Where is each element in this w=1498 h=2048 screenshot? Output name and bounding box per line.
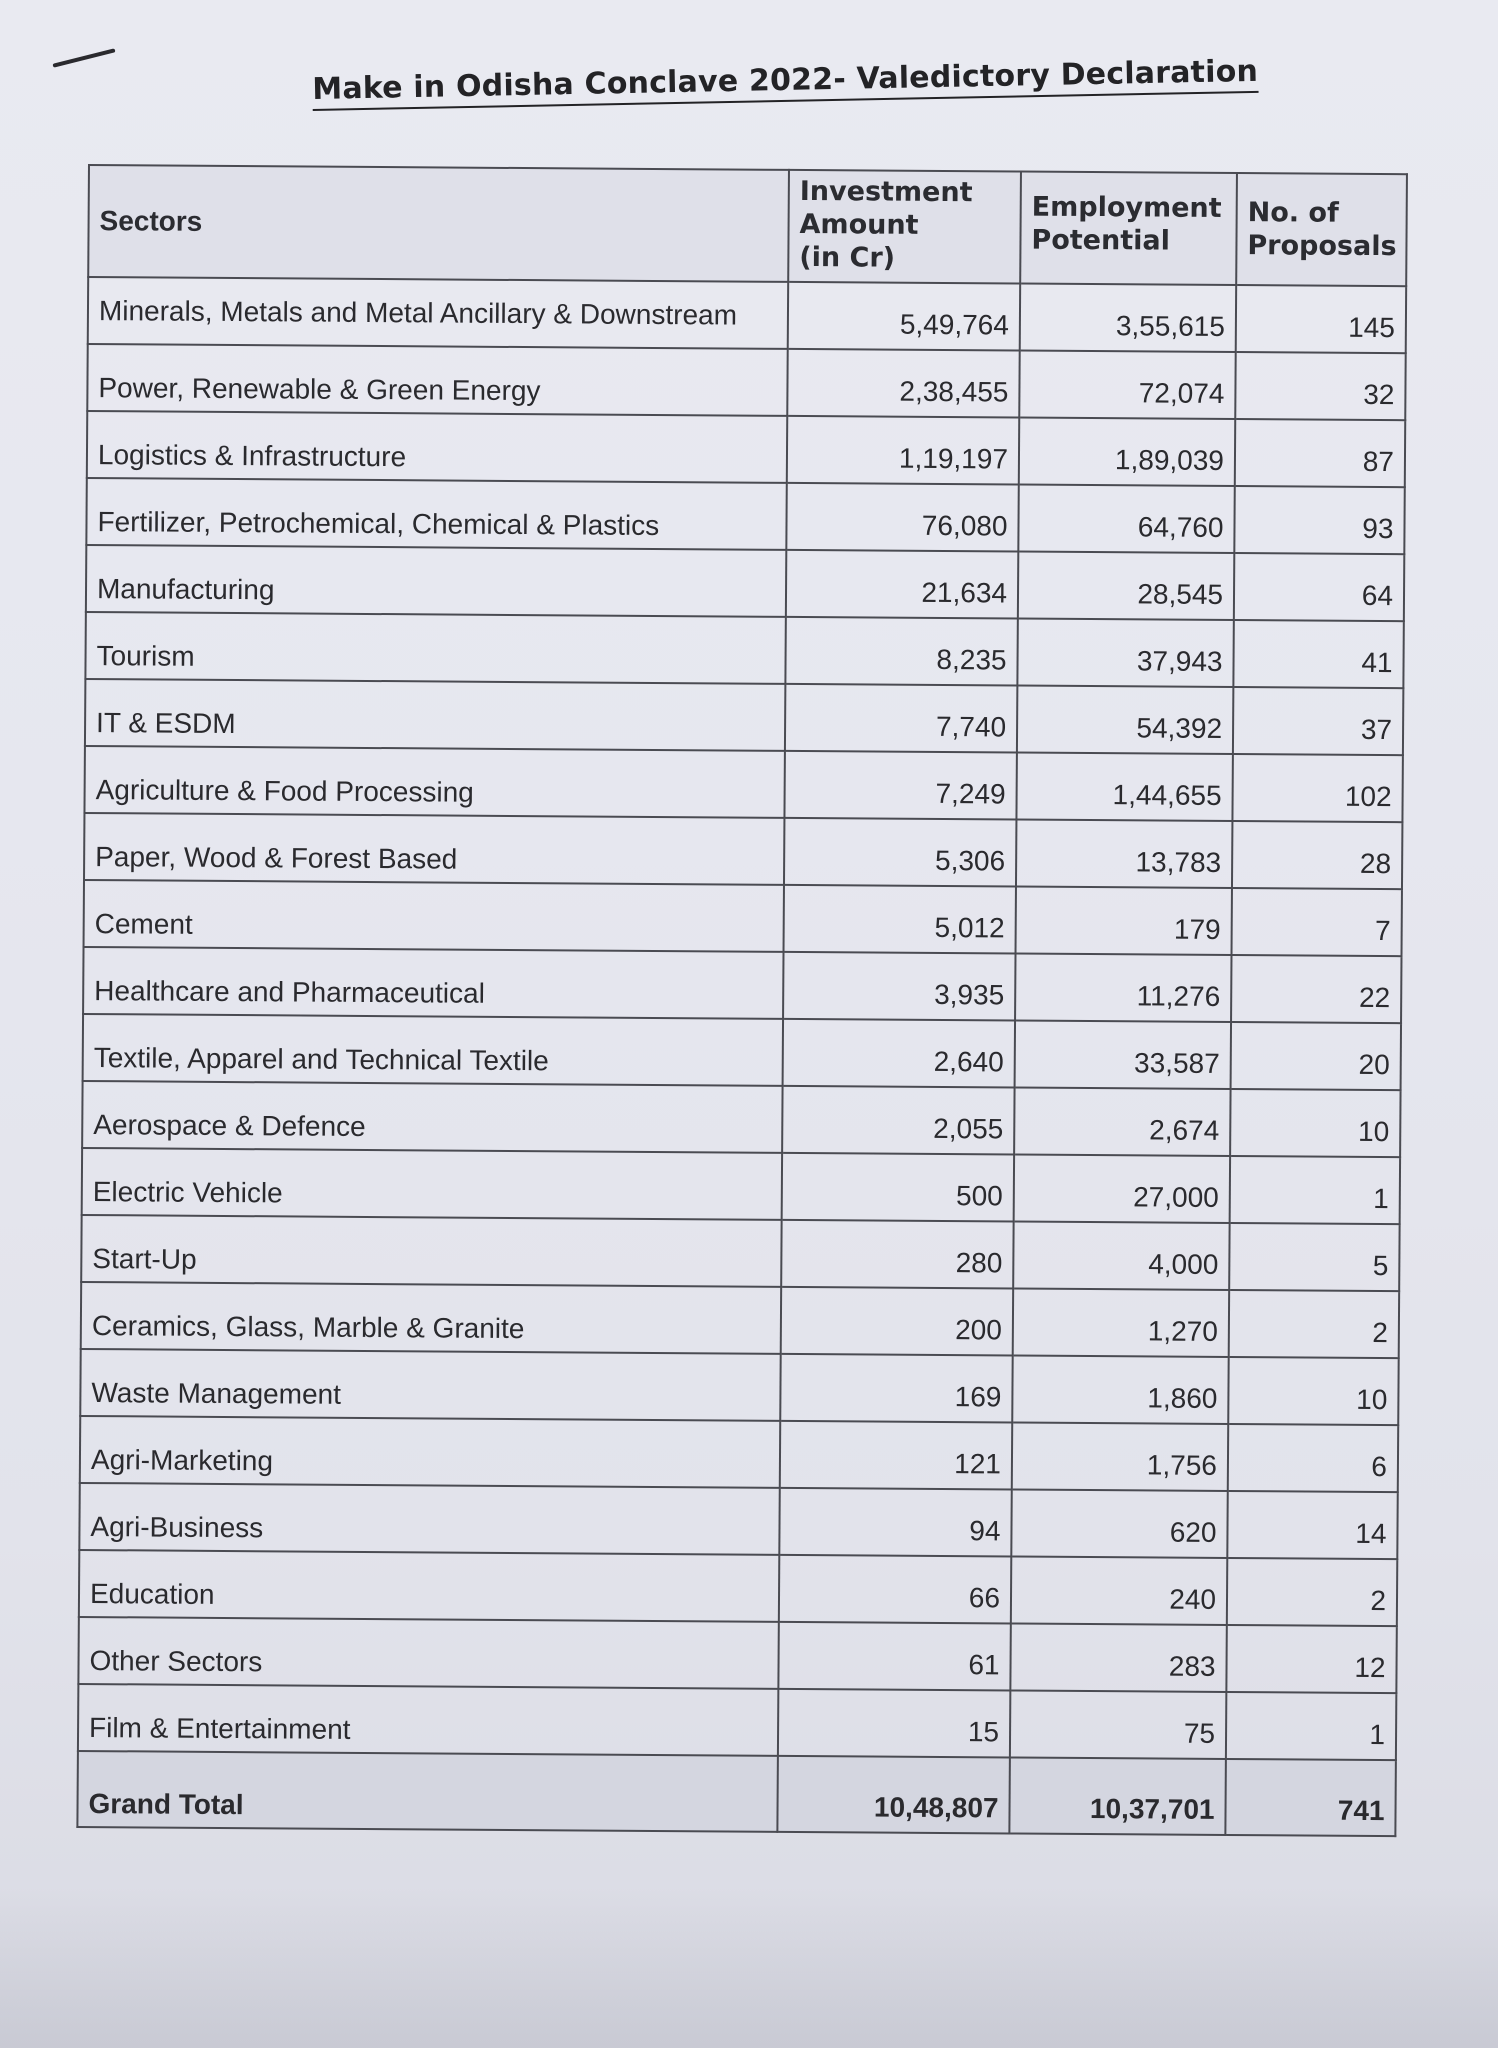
sector-name: Minerals, Metals and Metal Ancillary & Downstream (88, 277, 788, 349)
document-title: Make in Odisha Conclave 2022- Valedictory Declaration (312, 55, 1193, 107)
employment-potential: 28,545 (1018, 552, 1234, 621)
header-investment: Investment Amount (in Cr) (788, 170, 1021, 284)
sector-name: IT & ESDM (85, 679, 785, 751)
proposal-count: 2 (1229, 1290, 1399, 1358)
investment-amount: 3,935 (783, 952, 1015, 1021)
sector-name: Waste Management (80, 1349, 780, 1421)
sector-name: Fertilizer, Petrochemical, Chemical & Plastics (86, 478, 786, 550)
investment-amount: 1,19,197 (787, 416, 1019, 485)
investment-amount: 76,080 (786, 483, 1018, 552)
table-row (82, 1081, 1400, 1157)
table-row (78, 1684, 1396, 1760)
sector-name: Agri-Business (79, 1483, 779, 1555)
table-row (78, 1617, 1396, 1693)
proposal-count: 1 (1226, 1692, 1396, 1760)
pen-mark (52, 48, 115, 67)
employment-potential: 4,000 (1013, 1221, 1229, 1290)
proposal-count: 41 (1233, 620, 1403, 688)
proposal-count: 145 (1236, 285, 1406, 353)
sector-name: Textile, Apparel and Technical Textile (83, 1014, 783, 1086)
sector-name: Power, Renewable & Green Energy (87, 344, 787, 416)
employment-potential: 1,860 (1012, 1355, 1228, 1424)
employment-potential: 3,55,615 (1020, 284, 1236, 353)
table-row (83, 1014, 1401, 1090)
table-row (79, 1550, 1397, 1626)
table-row (84, 880, 1402, 956)
table-row (84, 813, 1402, 889)
proposal-count: 20 (1231, 1022, 1401, 1090)
employment-potential: 620 (1011, 1489, 1227, 1558)
investment-amount: 8,235 (785, 617, 1017, 686)
sector-name: Agri-Marketing (80, 1416, 780, 1488)
sector-name: Education (79, 1550, 779, 1622)
table-body (77, 277, 1406, 1836)
employment-potential: 37,943 (1017, 619, 1233, 688)
proposal-count: 2 (1227, 1558, 1397, 1626)
proposal-count: 87 (1235, 419, 1405, 487)
proposal-count: 14 (1227, 1491, 1397, 1559)
employment-potential: 27,000 (1014, 1154, 1230, 1223)
investment-amount: 5,306 (784, 818, 1016, 887)
table-row (86, 478, 1404, 554)
grand-total-employment: 10,37,701 (1009, 1757, 1226, 1835)
proposal-count: 6 (1228, 1424, 1398, 1492)
employment-potential: 11,276 (1015, 953, 1231, 1022)
sectors-table (76, 164, 1408, 1837)
proposal-count: 10 (1230, 1089, 1400, 1157)
employment-potential: 1,44,655 (1016, 752, 1232, 821)
table-row (81, 1215, 1399, 1291)
investment-amount: 15 (778, 1689, 1010, 1758)
employment-potential: 75 (1010, 1690, 1226, 1759)
table-header-row (88, 165, 1407, 286)
proposal-count: 10 (1228, 1357, 1398, 1425)
investment-amount: 5,012 (784, 885, 1016, 954)
employment-potential: 1,756 (1012, 1422, 1228, 1491)
proposal-count: 7 (1232, 888, 1402, 956)
table-row (81, 1282, 1399, 1358)
investment-amount: 7,740 (785, 684, 1017, 753)
employment-potential: 1,89,039 (1019, 418, 1235, 487)
grand-total-row (77, 1751, 1395, 1836)
table-row (86, 545, 1404, 621)
header-proposals: No. of Proposals (1236, 173, 1407, 286)
table-row (87, 411, 1405, 487)
sector-name: Logistics & Infrastructure (87, 411, 787, 483)
investment-amount: 21,634 (786, 550, 1018, 619)
employment-potential: 54,392 (1017, 686, 1233, 755)
table-row (79, 1483, 1397, 1559)
employment-potential: 1,270 (1013, 1288, 1229, 1357)
header-sectors: Sectors (88, 165, 789, 282)
table-row (88, 277, 1406, 353)
sector-name: Aerospace & Defence (82, 1081, 782, 1153)
sector-name: Start-Up (81, 1215, 781, 1287)
page-shadow (0, 1888, 1498, 2048)
grand-total-proposals: 741 (1225, 1759, 1396, 1836)
employment-potential: 179 (1016, 886, 1232, 955)
employment-potential: 33,587 (1015, 1020, 1231, 1089)
investment-amount: 66 (779, 1555, 1011, 1624)
employment-potential: 283 (1010, 1623, 1226, 1692)
sector-name: Other Sectors (78, 1617, 778, 1689)
investment-amount: 2,38,455 (787, 349, 1019, 418)
investment-amount: 500 (782, 1153, 1014, 1222)
sector-name: Film & Entertainment (78, 1684, 778, 1756)
grand-total-label: Grand Total (77, 1751, 778, 1832)
investment-amount: 2,055 (782, 1086, 1014, 1155)
table-row (84, 746, 1402, 822)
sector-name: Manufacturing (86, 545, 786, 617)
table-row (85, 679, 1403, 755)
sector-name: Agriculture & Food Processing (84, 746, 784, 818)
proposal-count: 64 (1234, 553, 1404, 621)
investment-amount: 2,640 (783, 1019, 1015, 1088)
sectors-table-container (76, 164, 1406, 1837)
proposal-count: 102 (1232, 754, 1402, 822)
employment-potential: 2,674 (1014, 1087, 1230, 1156)
sector-name: Tourism (85, 612, 785, 684)
proposal-count: 28 (1232, 821, 1402, 889)
proposal-count: 12 (1226, 1625, 1396, 1693)
proposal-count: 22 (1231, 955, 1401, 1023)
proposal-count: 93 (1234, 486, 1404, 554)
investment-amount: 200 (781, 1287, 1013, 1356)
table-row (87, 344, 1405, 420)
investment-amount: 7,249 (784, 751, 1016, 820)
investment-amount: 169 (780, 1354, 1012, 1423)
table-row (83, 947, 1401, 1023)
investment-amount: 121 (780, 1421, 1012, 1490)
header-employment: Employment Potential (1020, 172, 1237, 286)
employment-potential: 64,760 (1018, 485, 1234, 554)
investment-amount: 94 (779, 1488, 1011, 1557)
sector-name: Cement (84, 880, 784, 952)
proposal-count: 32 (1235, 352, 1405, 420)
table-row (82, 1148, 1400, 1224)
table-row (80, 1416, 1398, 1492)
proposal-count: 37 (1233, 687, 1403, 755)
sector-name: Paper, Wood & Forest Based (84, 813, 784, 885)
investment-amount: 5,49,764 (788, 282, 1020, 351)
proposal-count: 1 (1230, 1156, 1400, 1224)
employment-potential: 72,074 (1019, 351, 1235, 420)
employment-potential: 240 (1011, 1556, 1227, 1625)
sector-name: Ceramics, Glass, Marble & Granite (81, 1282, 781, 1354)
grand-total-investment: 10,48,807 (777, 1756, 1010, 1834)
employment-potential: 13,783 (1016, 819, 1232, 888)
investment-amount: 61 (778, 1622, 1010, 1691)
table-row (80, 1349, 1398, 1425)
sector-name: Electric Vehicle (82, 1148, 782, 1220)
proposal-count: 5 (1229, 1223, 1399, 1291)
table-row (85, 612, 1403, 688)
sector-name: Healthcare and Pharmaceutical (83, 947, 783, 1019)
investment-amount: 280 (781, 1220, 1013, 1289)
